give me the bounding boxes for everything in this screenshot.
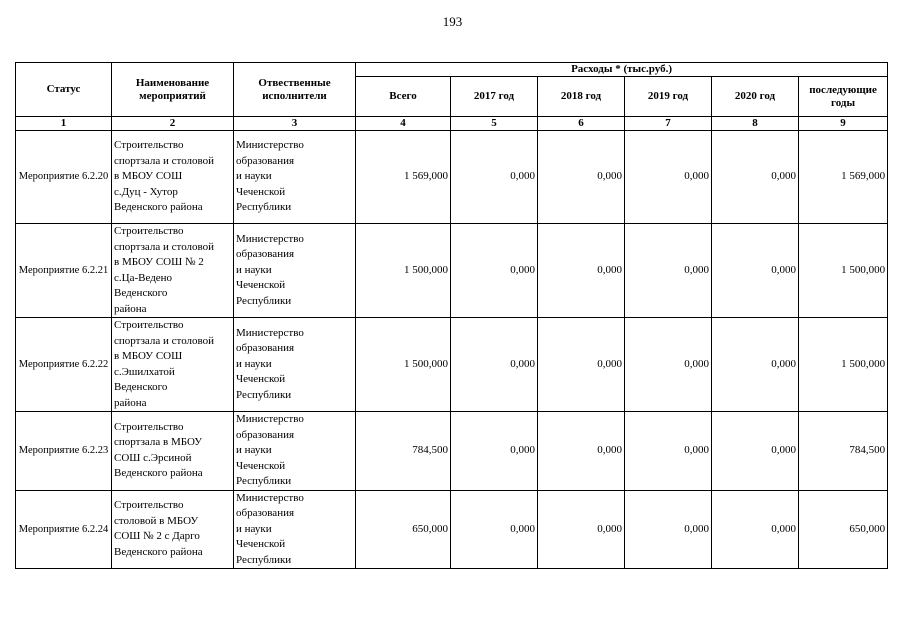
row-later: 1 500,000	[799, 318, 888, 412]
row-2019: 0,000	[625, 131, 712, 224]
column-number-row	[16, 117, 888, 131]
column-number: 9	[799, 117, 888, 131]
row-later: 650,000	[799, 490, 888, 569]
row-2017: 0,000	[451, 224, 538, 318]
header-name: Наименование мероприятий	[112, 63, 234, 117]
row-total: 650,000	[356, 490, 451, 569]
row-total: 784,500	[356, 412, 451, 491]
row-2018: 0,000	[538, 131, 625, 224]
table-row	[16, 131, 888, 224]
row-2017: 0,000	[451, 318, 538, 412]
row-2020: 0,000	[712, 412, 799, 491]
page-number: 193	[442, 14, 463, 29]
column-number: 1	[16, 117, 112, 131]
row-status: Мероприятие 6.2.23	[16, 412, 112, 491]
row-later: 1 500,000	[799, 224, 888, 318]
column-number: 2	[112, 117, 234, 131]
row-status: Мероприятие 6.2.22	[16, 318, 112, 412]
row-later: 784,500	[799, 412, 888, 491]
row-2017: 0,000	[451, 490, 538, 569]
header-2019: 2019 год	[625, 77, 712, 117]
column-number: 6	[538, 117, 625, 131]
row-2019: 0,000	[625, 412, 712, 491]
header-later-years: последующие годы	[799, 77, 888, 117]
row-2019: 0,000	[625, 224, 712, 318]
row-name: Строительство спортзала в МБОУ СОШ с.Эрсиной Веденского района	[112, 412, 234, 491]
row-2020: 0,000	[712, 224, 799, 318]
row-2020: 0,000	[712, 131, 799, 224]
row-total: 1 569,000	[356, 131, 451, 224]
header-total: Всего	[356, 77, 451, 117]
row-executors: Министерство образования и науки Чеченской Республики	[234, 412, 356, 491]
header-expenses-group: Расходы * (тыс.руб.)	[356, 63, 888, 77]
column-number: 5	[451, 117, 538, 131]
column-number: 4	[356, 117, 451, 131]
table-row	[16, 224, 888, 318]
header-status: Статус	[16, 63, 112, 117]
row-2018: 0,000	[538, 224, 625, 318]
row-total: 1 500,000	[356, 224, 451, 318]
row-total: 1 500,000	[356, 318, 451, 412]
row-2019: 0,000	[625, 318, 712, 412]
row-2018: 0,000	[538, 490, 625, 569]
row-executors: Министерство образования и науки Чеченской Республики	[234, 318, 356, 412]
row-executors: Министерство образования и науки Чеченской Республики	[234, 131, 356, 224]
table-row	[16, 490, 888, 569]
row-executors: Министерство образования и науки Чеченской Республики	[234, 490, 356, 569]
row-2020: 0,000	[712, 490, 799, 569]
row-2019: 0,000	[625, 490, 712, 569]
header-2018: 2018 год	[538, 77, 625, 117]
row-name: Строительство спортзала и столовой в МБОУ СОШ № 2 с.Ца-Ведено Веденского района	[112, 224, 234, 318]
row-name: Строительство спортзала и столовой в МБОУ СОШ с.Дуц - Хутор Веденского района	[112, 131, 234, 224]
column-number: 8	[712, 117, 799, 131]
row-2017: 0,000	[451, 412, 538, 491]
header-executors: Отвественные исполнители	[234, 63, 356, 117]
row-name: Строительство спортзала и столовой в МБОУ СОШ с.Эшилхатой Веденского района	[112, 318, 234, 412]
row-2017: 0,000	[451, 131, 538, 224]
row-name: Строительство столовой в МБОУ СОШ № 2 с Дарго Веденского района	[112, 490, 234, 569]
header-2020: 2020 год	[712, 77, 799, 117]
row-status: Мероприятие 6.2.24	[16, 490, 112, 569]
row-status: Мероприятие 6.2.21	[16, 224, 112, 318]
table-row	[16, 318, 888, 412]
column-number: 3	[234, 117, 356, 131]
table-row	[16, 412, 888, 491]
row-2018: 0,000	[538, 318, 625, 412]
column-number: 7	[625, 117, 712, 131]
row-2020: 0,000	[712, 318, 799, 412]
row-2018: 0,000	[538, 412, 625, 491]
row-later: 1 569,000	[799, 131, 888, 224]
expenses-table	[15, 62, 888, 569]
row-status: Мероприятие 6.2.20	[16, 131, 112, 224]
row-executors: Министерство образования и науки Чеченской Республики	[234, 224, 356, 318]
header-2017: 2017 год	[451, 77, 538, 117]
